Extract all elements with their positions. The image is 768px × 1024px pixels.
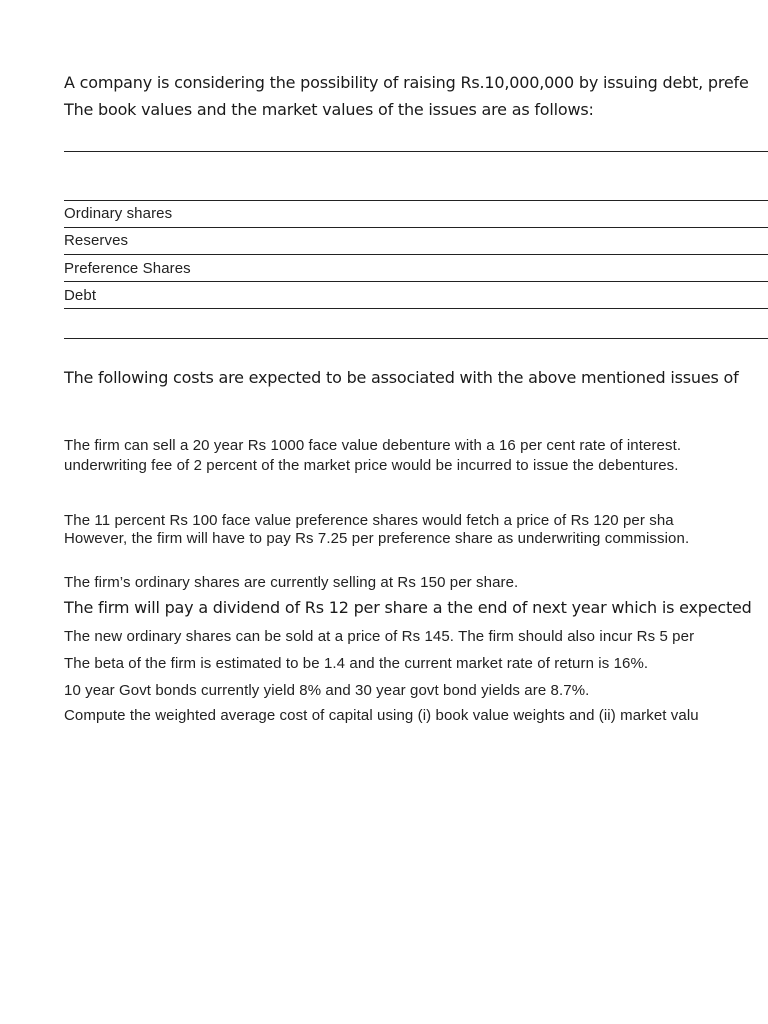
preference-line-2: However, the firm will have to pay Rs 7.25 per preference share as underwriting commission. — [64, 530, 690, 547]
intro-line-1: A company is considering the possibility of raising Rs.10,000,000 by issuing debt, prefe — [64, 73, 749, 92]
ordinary-dividend-line: The firm will pay a dividend of Rs 12 per share a the end of next year which is expected — [64, 598, 752, 617]
intro-line-2: The book values and the market values of the issues are as follows: — [64, 100, 594, 119]
table-row-divider — [64, 281, 768, 282]
table-row-divider — [64, 254, 768, 255]
table-header-rule — [64, 200, 768, 201]
task-line: Compute the weighted average cost of capital using (i) book value weights and (ii) market valu — [64, 707, 699, 724]
costs-heading: The following costs are expected to be associated with the above mentioned issues of — [64, 368, 739, 387]
bonds-line: 10 year Govt bonds currently yield 8% and 30 year govt bond yields are 8.7%. — [64, 682, 590, 699]
table-bottom-rule — [64, 338, 768, 339]
table-row-divider — [64, 227, 768, 228]
debenture-line-2: underwriting fee of 2 percent of the market price would be incurred to issue the debentures. — [64, 457, 679, 474]
table-row-reserves: Reserves — [64, 232, 129, 249]
table-row-preference-shares: Preference Shares — [64, 260, 191, 277]
ordinary-price-line: The firm’s ordinary shares are currently selling at Rs 150 per share. — [64, 574, 519, 591]
new-shares-line: The new ordinary shares can be sold at a price of Rs 145. The firm should also incur Rs 5 per — [64, 628, 695, 645]
table-row-divider — [64, 308, 768, 309]
table-row-ordinary-shares: Ordinary shares — [64, 205, 173, 222]
table-row-debt: Debt — [64, 287, 97, 304]
debenture-line-1: The firm can sell a 20 year Rs 1000 face value debenture with a 16 per cent rate of interest. — [64, 437, 682, 454]
beta-line: The beta of the firm is estimated to be 1.4 and the current market rate of return is 16%. — [64, 655, 649, 672]
preference-line-1: The 11 percent Rs 100 face value preference shares would fetch a price of Rs 120 per sha — [64, 512, 674, 529]
table-top-rule — [64, 151, 768, 152]
